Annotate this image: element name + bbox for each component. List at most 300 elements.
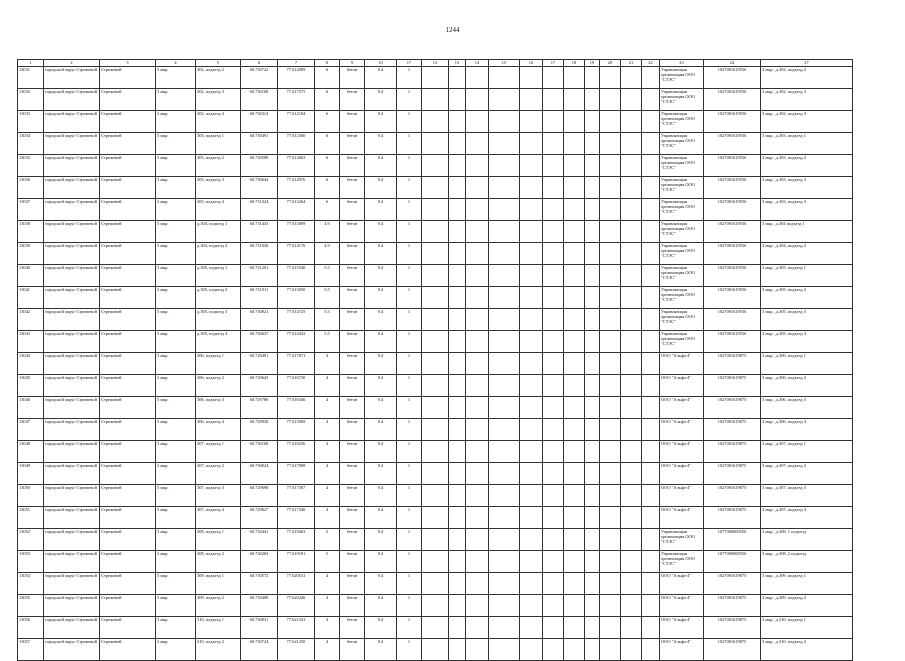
table-cell: ООО "Альфа-4": [660, 639, 704, 661]
table-cell: ООО "Альфа-4": [660, 353, 704, 375]
column-header: 3: [100, 60, 156, 67]
table-cell: д.305, подъезд 4: [196, 331, 241, 353]
table-cell: 4: [315, 639, 340, 661]
table-cell: 3 мкр.: [156, 375, 196, 397]
table-cell: [564, 441, 585, 463]
table-cell: [600, 573, 621, 595]
table-cell: [449, 309, 466, 331]
table-cell: [520, 507, 543, 529]
table-cell: городской округ Стрежевой: [44, 441, 100, 463]
table-cell: [466, 199, 489, 221]
table-cell: 5.5: [315, 287, 340, 309]
table-cell: [449, 639, 466, 661]
table-cell: [621, 177, 642, 199]
column-header: 27: [761, 60, 853, 67]
table-cell: 1: [397, 441, 422, 463]
column-header: 2: [44, 60, 100, 67]
table-cell: [642, 595, 660, 617]
table-cell: [642, 419, 660, 441]
table-cell: 3 мкр., д.306, подъезд 4: [761, 419, 853, 441]
table-row: [18, 639, 853, 661]
table-cell: [564, 551, 585, 573]
table-cell: 1027001619875: [704, 419, 761, 441]
table-cell: 1: [397, 287, 422, 309]
table-cell: 77.619181: [278, 551, 315, 573]
table-cell: 60.729698: [241, 485, 278, 507]
table-row: [18, 485, 853, 507]
table-cell: Стрежевой: [100, 221, 156, 243]
table-cell: 1: [397, 353, 422, 375]
column-header: 19: [585, 60, 600, 67]
table-cell: 13042: [18, 309, 44, 331]
table-cell: 60.731433: [241, 221, 278, 243]
table-cell: 77.621250: [278, 639, 315, 661]
table-cell: 306, подъезд 2: [196, 375, 241, 397]
table-cell: [564, 617, 585, 639]
table-cell: [543, 243, 564, 265]
table-cell: городской округ Стрежевой: [44, 375, 100, 397]
table-cell: [449, 221, 466, 243]
table-cell: [642, 331, 660, 353]
table-cell: 3 мкр.: [156, 639, 196, 661]
table-cell: [621, 529, 642, 551]
table-cell: Управляющая организация ООО "СТЭС": [660, 155, 704, 177]
table-cell: [422, 221, 449, 243]
table-cell: 6: [315, 133, 340, 155]
table-cell: [520, 441, 543, 463]
table-cell: 13050: [18, 485, 44, 507]
table-cell: 6: [315, 89, 340, 111]
table-cell: 0.4: [365, 331, 397, 353]
table-cell: [543, 67, 564, 89]
table-cell: [600, 221, 621, 243]
table-cell: [422, 639, 449, 661]
column-header: 18: [564, 60, 585, 67]
table-cell: Стрежевой: [100, 199, 156, 221]
table-cell: [600, 551, 621, 573]
table-cell: 0.4: [365, 507, 397, 529]
table-cell: [600, 331, 621, 353]
table-cell: 302, подъезд 4: [196, 111, 241, 133]
table-cell: 60.730931: [241, 617, 278, 639]
table-cell: 6: [315, 199, 340, 221]
table-cell: 0.4: [365, 155, 397, 177]
table-cell: 1: [397, 595, 422, 617]
table-cell: ООО "Альфа-4": [660, 419, 704, 441]
table-cell: 3 мкр., д.306, подъезд 1: [761, 353, 853, 375]
table-cell: бетон: [340, 353, 365, 375]
table-cell: [600, 111, 621, 133]
table-cell: [449, 573, 466, 595]
table-cell: 4: [315, 573, 340, 595]
table-cell: [520, 485, 543, 507]
table-cell: 3 мкр., д.307, подъезд 2: [761, 463, 853, 485]
table-cell: 13036: [18, 177, 44, 199]
table-cell: [449, 551, 466, 573]
table-cell: [621, 243, 642, 265]
table-cell: Стрежевой: [100, 111, 156, 133]
table-cell: 307, подъезд 1: [196, 441, 241, 463]
table-cell: [543, 419, 564, 441]
table-cell: 3 мкр., д.308, 2 подъезд: [761, 551, 853, 573]
table-cell: 77.615050: [278, 287, 315, 309]
table-cell: 1027001619875: [704, 573, 761, 595]
table-cell: Стрежевой: [100, 485, 156, 507]
table-cell: 3 мкр.: [156, 89, 196, 111]
column-header: 23: [660, 60, 704, 67]
table-cell: [642, 221, 660, 243]
column-header: 15: [489, 60, 520, 67]
table-cell: [600, 419, 621, 441]
table-cell: бетон: [340, 463, 365, 485]
column-header: 6: [241, 60, 278, 67]
table-cell: [564, 595, 585, 617]
table-cell: 13052: [18, 529, 44, 551]
table-cell: 60.730314: [241, 111, 278, 133]
table-cell: 3 мкр.: [156, 551, 196, 573]
table-cell: [585, 441, 600, 463]
table-cell: 1: [397, 199, 422, 221]
table-cell: 4: [315, 485, 340, 507]
table-cell: [489, 397, 520, 419]
table-cell: бетон: [340, 551, 365, 573]
table-cell: Управляющая организация ООО "СТЭС": [660, 309, 704, 331]
table-cell: [585, 265, 600, 287]
table-cell: [600, 353, 621, 375]
table-cell: 13056: [18, 617, 44, 639]
table-cell: д.305, подъезд 3: [196, 309, 241, 331]
table-cell: городской округ Стрежевой: [44, 111, 100, 133]
table-cell: д.305, подъезд 1: [196, 265, 241, 287]
table-cell: [422, 375, 449, 397]
table-cell: Управляющая организация ООО "СТЭС": [660, 287, 704, 309]
table-cell: 0.4: [365, 89, 397, 111]
table-cell: 5.5: [315, 309, 340, 331]
table-cell: [543, 111, 564, 133]
table-cell: [489, 309, 520, 331]
table-cell: [449, 265, 466, 287]
table-cell: [621, 265, 642, 287]
table-cell: 1077000000556: [704, 551, 761, 573]
table-cell: [489, 551, 520, 573]
table-cell: [564, 133, 585, 155]
table-cell: Стрежевой: [100, 419, 156, 441]
table-cell: [564, 419, 585, 441]
table-cell: 3 мкр., д.303, подъезд 1: [761, 133, 853, 155]
table-cell: [422, 243, 449, 265]
table-cell: Стрежевой: [100, 89, 156, 111]
table-cell: 13051: [18, 507, 44, 529]
table-cell: 0.4: [365, 309, 397, 331]
table-cell: [564, 199, 585, 221]
table-cell: 0.4: [365, 67, 397, 89]
table-cell: [600, 485, 621, 507]
table-cell: 0.4: [365, 221, 397, 243]
table-cell: [449, 177, 466, 199]
table-cell: 4.9: [315, 243, 340, 265]
table-cell: 303, подъезд 1: [196, 133, 241, 155]
table-cell: [489, 485, 520, 507]
table-cell: 6: [315, 155, 340, 177]
table-cell: 1: [397, 133, 422, 155]
table-cell: [489, 177, 520, 199]
table-cell: 13040: [18, 265, 44, 287]
table-cell: 77.613264: [278, 199, 315, 221]
table-cell: д.304, подъезд 2: [196, 243, 241, 265]
column-header: 1: [18, 60, 44, 67]
table-cell: [489, 265, 520, 287]
table-cell: [585, 551, 600, 573]
table-cell: 1027001619875: [704, 463, 761, 485]
table-cell: [489, 111, 520, 133]
table-cell: [520, 331, 543, 353]
table-cell: 77.620531: [278, 573, 315, 595]
table-cell: бетон: [340, 617, 365, 639]
table-row: [18, 89, 853, 111]
table-cell: [600, 265, 621, 287]
table-cell: 0.4: [365, 419, 397, 441]
table-cell: 3 мкр.: [156, 331, 196, 353]
table-cell: 77.615969: [278, 419, 315, 441]
column-header: 9: [340, 60, 365, 67]
table-cell: 3 мкр., д.307, подъезд 3: [761, 485, 853, 507]
table-cell: 13054: [18, 573, 44, 595]
table-cell: Стрежевой: [100, 529, 156, 551]
table-row: [18, 595, 853, 617]
table-cell: 0.4: [365, 529, 397, 551]
table-cell: 3 мкр., д.305, подъезд 1: [761, 265, 853, 287]
table-cell: Стрежевой: [100, 287, 156, 309]
table-cell: [489, 243, 520, 265]
table-cell: бетон: [340, 441, 365, 463]
table-cell: 0.4: [365, 265, 397, 287]
table-cell: [621, 463, 642, 485]
table-cell: [585, 221, 600, 243]
table-cell: Управляющая организация ООО "СТЭС": [660, 529, 704, 551]
column-header: 24: [704, 60, 761, 67]
table-cell: [543, 573, 564, 595]
table-cell: Стрежевой: [100, 67, 156, 89]
table-row: [18, 463, 853, 485]
table-cell: [585, 133, 600, 155]
table-cell: [564, 375, 585, 397]
table-cell: 3 мкр.: [156, 397, 196, 419]
table-cell: Стрежевой: [100, 331, 156, 353]
table-cell: 1027001619556: [704, 287, 761, 309]
table-cell: 77.614176: [278, 243, 315, 265]
table-cell: бетон: [340, 177, 365, 199]
table-cell: [466, 221, 489, 243]
table-cell: Стрежевой: [100, 353, 156, 375]
table-cell: 5.5: [315, 265, 340, 287]
table-cell: 0.4: [365, 287, 397, 309]
table-cell: ООО "Альфа-4": [660, 617, 704, 639]
table-cell: Управляющая организация ООО "СТЭС": [660, 111, 704, 133]
table-cell: 77.613009: [278, 221, 315, 243]
table-cell: [600, 617, 621, 639]
table-cell: 13035: [18, 155, 44, 177]
table-cell: 60.730821: [241, 309, 278, 331]
table-cell: [642, 89, 660, 111]
table-cell: [600, 529, 621, 551]
table-cell: 60.730024: [241, 463, 278, 485]
table-cell: 3 мкр., д.305, подъезд 4: [761, 331, 853, 353]
table-cell: 1: [397, 221, 422, 243]
table-cell: [621, 595, 642, 617]
table-cell: Управляющая организация ООО "СТЭС": [660, 133, 704, 155]
table-cell: 1: [397, 331, 422, 353]
table-cell: 1: [397, 177, 422, 199]
column-header: 20: [600, 60, 621, 67]
table-row: [18, 265, 853, 287]
table-cell: [466, 133, 489, 155]
table-cell: 306, подъезд 4: [196, 419, 241, 441]
table-cell: [422, 551, 449, 573]
table-cell: [520, 67, 543, 89]
table-cell: 307, подъезд 4: [196, 507, 241, 529]
table-cell: 4.9: [315, 221, 340, 243]
table-cell: 1027001619875: [704, 397, 761, 419]
table-cell: [489, 573, 520, 595]
table-cell: [585, 243, 600, 265]
table-cell: [600, 67, 621, 89]
table-row: [18, 199, 853, 221]
table-cell: городской округ Стрежевой: [44, 485, 100, 507]
table-cell: [621, 199, 642, 221]
table-cell: бетон: [340, 155, 365, 177]
table-cell: [585, 529, 600, 551]
table-cell: [543, 551, 564, 573]
table-cell: 13033: [18, 111, 44, 133]
table-cell: [585, 573, 600, 595]
table-cell: [600, 595, 621, 617]
table-cell: 4: [315, 419, 340, 441]
table-cell: 13045: [18, 375, 44, 397]
table-cell: бетон: [340, 287, 365, 309]
table-cell: 1027001619556: [704, 155, 761, 177]
table-cell: 302, подъезд 3: [196, 89, 241, 111]
table-cell: 60.730491: [241, 133, 278, 155]
table-row: [18, 155, 853, 177]
table-cell: [585, 595, 600, 617]
table-cell: [585, 617, 600, 639]
table-cell: [520, 89, 543, 111]
table-cell: [642, 243, 660, 265]
table-cell: 5: [315, 529, 340, 551]
table-cell: 303, подъезд 2: [196, 155, 241, 177]
table-cell: городской округ Стрежевой: [44, 155, 100, 177]
table-cell: 0.4: [365, 199, 397, 221]
table-cell: [600, 89, 621, 111]
table-cell: 77.614432: [278, 331, 315, 353]
table-cell: 3 мкр.: [156, 111, 196, 133]
table-cell: 1: [397, 639, 422, 661]
header-row: [18, 60, 853, 67]
table-cell: 1: [397, 265, 422, 287]
table-cell: 3 мкр.: [156, 419, 196, 441]
table-cell: Управляющая организация ООО "СТЭС": [660, 177, 704, 199]
table-cell: [543, 265, 564, 287]
table-cell: бетон: [340, 309, 365, 331]
table-cell: [543, 639, 564, 661]
table-cell: 13041: [18, 287, 44, 309]
table-cell: бетон: [340, 573, 365, 595]
table-cell: городской округ Стрежевой: [44, 177, 100, 199]
table-cell: [520, 375, 543, 397]
table-cell: [543, 463, 564, 485]
table-cell: 77.612976: [278, 177, 315, 199]
table-cell: [621, 507, 642, 529]
table-cell: 3 мкр.: [156, 529, 196, 551]
table-cell: 4: [315, 353, 340, 375]
table-cell: [564, 221, 585, 243]
table-cell: [466, 243, 489, 265]
table-cell: 6: [315, 67, 340, 89]
table-cell: городской округ Стрежевой: [44, 309, 100, 331]
table-cell: 306, подъезд 1: [196, 353, 241, 375]
table-cell: 1: [397, 551, 422, 573]
table-cell: 60.730722: [241, 67, 278, 89]
table-cell: [585, 309, 600, 331]
table-cell: [564, 89, 585, 111]
table-cell: [621, 89, 642, 111]
table-cell: городской округ Стрежевой: [44, 265, 100, 287]
table-cell: бетон: [340, 133, 365, 155]
table-cell: бетон: [340, 639, 365, 661]
table-cell: 3 мкр., д.303, подъезд 3: [761, 177, 853, 199]
table-cell: [543, 221, 564, 243]
table-cell: 13043: [18, 331, 44, 353]
table-cell: [621, 155, 642, 177]
table-cell: [543, 617, 564, 639]
table-cell: [449, 155, 466, 177]
table-cell: 0.4: [365, 573, 397, 595]
table-cell: 1027001619556: [704, 177, 761, 199]
table-cell: городской округ Стрежевой: [44, 639, 100, 661]
table-cell: 13053: [18, 551, 44, 573]
table-cell: 1027001619556: [704, 133, 761, 155]
table-cell: 3 мкр.: [156, 155, 196, 177]
table-cell: [466, 639, 489, 661]
table-cell: Стрежевой: [100, 243, 156, 265]
table-cell: [543, 89, 564, 111]
table-cell: 77.612009: [278, 67, 315, 89]
column-header: 12: [422, 60, 449, 67]
table-cell: 60.730724: [241, 639, 278, 661]
table-cell: бетон: [340, 199, 365, 221]
table-cell: 3 мкр.: [156, 221, 196, 243]
table-cell: [600, 375, 621, 397]
table-cell: [642, 133, 660, 155]
table-cell: 1027001619556: [704, 331, 761, 353]
table-cell: [489, 287, 520, 309]
table-cell: [422, 199, 449, 221]
table-cell: 3 мкр.: [156, 353, 196, 375]
table-cell: ООО "Альфа-4": [660, 441, 704, 463]
table-cell: 13039: [18, 243, 44, 265]
table-cell: [449, 331, 466, 353]
table-cell: Стрежевой: [100, 617, 156, 639]
table-cell: [600, 243, 621, 265]
table-cell: городской округ Стрежевой: [44, 595, 100, 617]
table-cell: [621, 617, 642, 639]
table-cell: [449, 243, 466, 265]
table-cell: 1027001619875: [704, 595, 761, 617]
table-cell: Стрежевой: [100, 595, 156, 617]
table-row: [18, 331, 853, 353]
table-cell: 60.729645: [241, 375, 278, 397]
table-row: [18, 67, 853, 89]
